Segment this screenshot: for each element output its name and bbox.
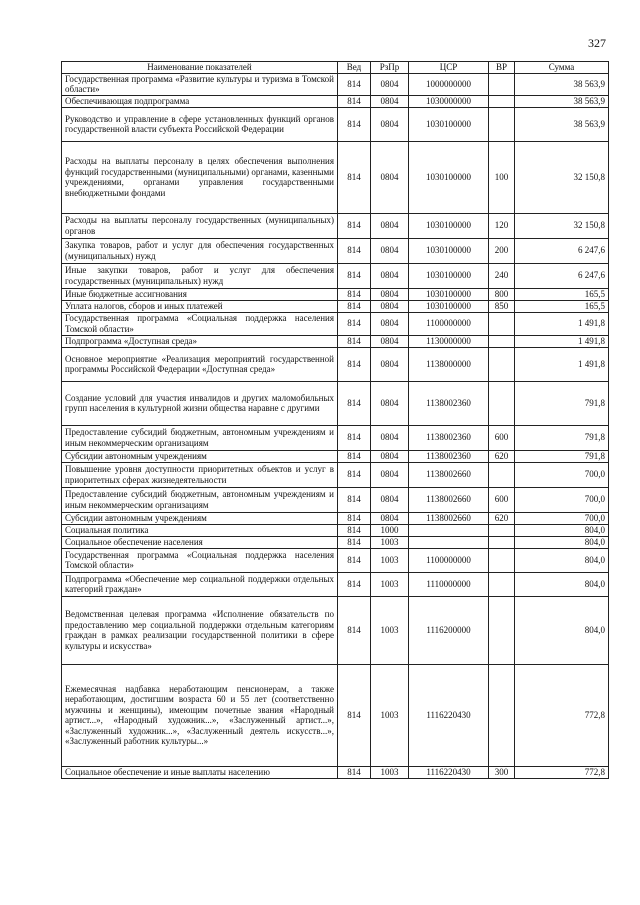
table-row: [62, 73, 609, 95]
row-ved: 814: [338, 213, 371, 238]
row-rzpr: 0804: [371, 425, 409, 450]
row-rzpr: 1003: [371, 536, 409, 548]
row-ved: 814: [338, 425, 371, 450]
row-name: Иные закупки товаров, работ и услуг для обеспечения государственных (муниципальных) нужд: [62, 263, 338, 288]
row-vr: [489, 524, 515, 536]
table-row: [62, 141, 609, 213]
header-ved: Вед: [338, 62, 371, 74]
row-ved: 814: [338, 536, 371, 548]
row-ved: 814: [338, 288, 371, 300]
row-csr: 1030100000: [409, 213, 489, 238]
row-ved: 814: [338, 664, 371, 766]
row-ved: 814: [338, 572, 371, 596]
row-rzpr: 0804: [371, 107, 409, 141]
row-vr: 120: [489, 213, 515, 238]
budget-table: [61, 61, 609, 779]
table-row: [62, 572, 609, 596]
row-sum: 32 150,8: [515, 213, 609, 238]
row-csr: 1030100000: [409, 288, 489, 300]
row-sum: 791,8: [515, 381, 609, 425]
row-vr: [489, 536, 515, 548]
row-sum: 804,0: [515, 572, 609, 596]
row-ved: 814: [338, 95, 371, 107]
row-name: Руководство и управление в сфере установленных функций органов государственной власти субъекта Российской Федерации: [62, 107, 338, 141]
row-vr: 600: [489, 425, 515, 450]
row-csr: [409, 524, 489, 536]
row-ved: 814: [338, 381, 371, 425]
row-rzpr: 0804: [371, 512, 409, 524]
row-csr: 1138002660: [409, 512, 489, 524]
row-csr: 1100000000: [409, 548, 489, 572]
row-rzpr: 0804: [371, 141, 409, 213]
table-row: [62, 548, 609, 572]
row-vr: 600: [489, 487, 515, 512]
row-name: Обеспечивающая подпрограмма: [62, 95, 338, 107]
row-name: Уплата налогов, сборов и иных платежей: [62, 300, 338, 312]
row-vr: 100: [489, 141, 515, 213]
row-ved: 814: [338, 107, 371, 141]
row-sum: 700,0: [515, 462, 609, 487]
row-name: Государственная программа «Социальная поддержка населения Томской области»: [62, 548, 338, 572]
row-name: Иные бюджетные ассигнования: [62, 288, 338, 300]
row-vr: [489, 381, 515, 425]
table-row: [62, 664, 609, 766]
row-ved: 814: [338, 548, 371, 572]
table-row: [62, 487, 609, 512]
row-vr: 850: [489, 300, 515, 312]
row-csr: 1138000000: [409, 347, 489, 381]
table-row: [62, 288, 609, 300]
table-row: [62, 512, 609, 524]
row-ved: 814: [338, 312, 371, 335]
row-sum: 32 150,8: [515, 141, 609, 213]
row-csr: 1138002360: [409, 450, 489, 462]
row-csr: 1138002360: [409, 381, 489, 425]
row-rzpr: 0804: [371, 312, 409, 335]
table-row: [62, 450, 609, 462]
row-vr: [489, 95, 515, 107]
table-row: [62, 462, 609, 487]
row-rzpr: 0804: [371, 288, 409, 300]
row-name: Субсидии автономным учреждениям: [62, 512, 338, 524]
row-csr: 1116200000: [409, 596, 489, 664]
row-rzpr: 0804: [371, 462, 409, 487]
row-vr: [489, 572, 515, 596]
row-name: Повышение уровня доступности приоритетных объектов и услуг в приоритетных сферах жизнедеятельности: [62, 462, 338, 487]
row-csr: 1000000000: [409, 73, 489, 95]
row-csr: 1030100000: [409, 263, 489, 288]
table-row: [62, 238, 609, 263]
table-header-row: [62, 62, 609, 74]
row-ved: 814: [338, 141, 371, 213]
table-row: [62, 596, 609, 664]
header-sum: Сумма: [515, 62, 609, 74]
row-rzpr: 0804: [371, 238, 409, 263]
row-sum: 772,8: [515, 766, 609, 778]
row-ved: 814: [338, 487, 371, 512]
table-row: [62, 766, 609, 778]
row-vr: [489, 347, 515, 381]
row-csr: 1116220430: [409, 664, 489, 766]
row-csr: 1138002660: [409, 462, 489, 487]
row-csr: 1130000000: [409, 335, 489, 347]
row-rzpr: 0804: [371, 450, 409, 462]
row-vr: 620: [489, 512, 515, 524]
row-sum: 1 491,8: [515, 347, 609, 381]
table-row: [62, 263, 609, 288]
row-rzpr: 1003: [371, 572, 409, 596]
row-rzpr: 0804: [371, 263, 409, 288]
row-rzpr: 0804: [371, 381, 409, 425]
row-sum: 1 491,8: [515, 335, 609, 347]
row-sum: 700,0: [515, 487, 609, 512]
row-name: Предоставление субсидий бюджетным, автономным учреждениям и иным некоммерческим организациям: [62, 425, 338, 450]
row-sum: 6 247,6: [515, 238, 609, 263]
table-row: [62, 335, 609, 347]
row-ved: 814: [338, 238, 371, 263]
row-name: Социальная политика: [62, 524, 338, 536]
row-sum: 38 563,9: [515, 73, 609, 95]
row-ved: 814: [338, 462, 371, 487]
row-ved: 814: [338, 263, 371, 288]
row-vr: [489, 335, 515, 347]
table-row: [62, 536, 609, 548]
row-ved: 814: [338, 524, 371, 536]
row-sum: 804,0: [515, 548, 609, 572]
table-row: [62, 95, 609, 107]
table-row: [62, 300, 609, 312]
row-name: Субсидии автономным учреждениям: [62, 450, 338, 462]
row-rzpr: 1003: [371, 766, 409, 778]
row-sum: 772,8: [515, 664, 609, 766]
row-name: Создание условий для участия инвалидов и других маломобильных групп населения в культурной жизни общества наравне с другими: [62, 381, 338, 425]
header-name: Наименование показателей: [62, 62, 338, 74]
row-name: Закупка товаров, работ и услуг для обеспечения государственных (муниципальных) нужд: [62, 238, 338, 263]
row-csr: 1030100000: [409, 141, 489, 213]
row-vr: [489, 596, 515, 664]
row-csr: 1116220430: [409, 766, 489, 778]
row-rzpr: 0804: [371, 487, 409, 512]
row-vr: 800: [489, 288, 515, 300]
row-sum: 38 563,9: [515, 95, 609, 107]
header-rzpr: РзПр: [371, 62, 409, 74]
row-sum: 6 247,6: [515, 263, 609, 288]
row-csr: 1100000000: [409, 312, 489, 335]
row-csr: 1030100000: [409, 107, 489, 141]
row-rzpr: 0804: [371, 335, 409, 347]
row-sum: 165,5: [515, 288, 609, 300]
row-ved: 814: [338, 335, 371, 347]
row-sum: 791,8: [515, 425, 609, 450]
row-csr: 1110000000: [409, 572, 489, 596]
row-vr: 620: [489, 450, 515, 462]
row-vr: [489, 107, 515, 141]
row-sum: 700,0: [515, 512, 609, 524]
row-rzpr: 0804: [371, 347, 409, 381]
row-ved: 814: [338, 596, 371, 664]
row-csr: 1138002660: [409, 487, 489, 512]
table-row: [62, 107, 609, 141]
row-rzpr: 0804: [371, 213, 409, 238]
row-sum: 165,5: [515, 300, 609, 312]
row-ved: 814: [338, 73, 371, 95]
row-csr: 1030000000: [409, 95, 489, 107]
row-csr: 1138002360: [409, 425, 489, 450]
row-name: Подпрограмма «Обеспечение мер социальной поддержки отдельных категорий граждан»: [62, 572, 338, 596]
table-row: [62, 213, 609, 238]
row-ved: 814: [338, 300, 371, 312]
row-vr: [489, 312, 515, 335]
row-sum: 1 491,8: [515, 312, 609, 335]
page-number: 327: [588, 36, 606, 50]
row-sum: 38 563,9: [515, 107, 609, 141]
row-sum: 791,8: [515, 450, 609, 462]
row-ved: 814: [338, 512, 371, 524]
row-rzpr: 1003: [371, 664, 409, 766]
row-name: Государственная программа «Социальная поддержка населения Томской области»: [62, 312, 338, 335]
table-row: [62, 524, 609, 536]
row-vr: 200: [489, 238, 515, 263]
row-ved: 814: [338, 766, 371, 778]
row-name: Ведомственная целевая программа «Исполнение обязательств по предоставлению мер социальной поддержки отдельным категориям граждан в рамках реализации государственной политики в сфере культуры и искусства»: [62, 596, 338, 664]
row-name: Расходы на выплаты персоналу в целях обеспечения выполнения функций государственными (муниципальными) органами, казенными учреждениями, органами управления государственными внебюджетными фондами: [62, 141, 338, 213]
row-rzpr: 1000: [371, 524, 409, 536]
row-rzpr: 0804: [371, 300, 409, 312]
row-name: Социальное обеспечение и иные выплаты населению: [62, 766, 338, 778]
row-csr: 1030100000: [409, 300, 489, 312]
row-csr: 1030100000: [409, 238, 489, 263]
row-vr: 240: [489, 263, 515, 288]
row-sum: 804,0: [515, 536, 609, 548]
table-body: [62, 73, 609, 778]
row-csr: [409, 536, 489, 548]
row-ved: 814: [338, 450, 371, 462]
row-rzpr: 0804: [371, 95, 409, 107]
row-vr: [489, 664, 515, 766]
row-vr: 300: [489, 766, 515, 778]
row-name: Социальное обеспечение населения: [62, 536, 338, 548]
row-name: Расходы на выплаты персоналу государственных (муниципальных) органов: [62, 213, 338, 238]
table-row: [62, 347, 609, 381]
header-vr: ВР: [489, 62, 515, 74]
row-ved: 814: [338, 347, 371, 381]
row-sum: 804,0: [515, 596, 609, 664]
row-name: Предоставление субсидий бюджетным, автономным учреждениям и иным некоммерческим организациям: [62, 487, 338, 512]
header-csr: ЦСР: [409, 62, 489, 74]
row-name: Ежемесячная надбавка неработающим пенсионерам, а также неработающим, достигшим возраста 60 и 55 лет (соответственно мужчины и женщины), имеющим почетные звания «Народный артист...», «Народный художник...», «Заслуженный артист...», «Заслуженный художник...», «Заслуженный деятель искусств...», «Заслуженный работник культуры...»: [62, 664, 338, 766]
row-rzpr: 1003: [371, 596, 409, 664]
row-name: Основное мероприятие «Реализация мероприятий государственной программы Российской Федерации «Доступная среда»: [62, 347, 338, 381]
table-row: [62, 425, 609, 450]
row-rzpr: 1003: [371, 548, 409, 572]
table-row: [62, 312, 609, 335]
row-name: Государственная программа «Развитие культуры и туризма в Томской области»: [62, 73, 338, 95]
row-vr: [489, 548, 515, 572]
row-name: Подпрограмма «Доступная среда»: [62, 335, 338, 347]
row-sum: 804,0: [515, 524, 609, 536]
row-vr: [489, 462, 515, 487]
row-vr: [489, 73, 515, 95]
table-row: [62, 381, 609, 425]
row-rzpr: 0804: [371, 73, 409, 95]
